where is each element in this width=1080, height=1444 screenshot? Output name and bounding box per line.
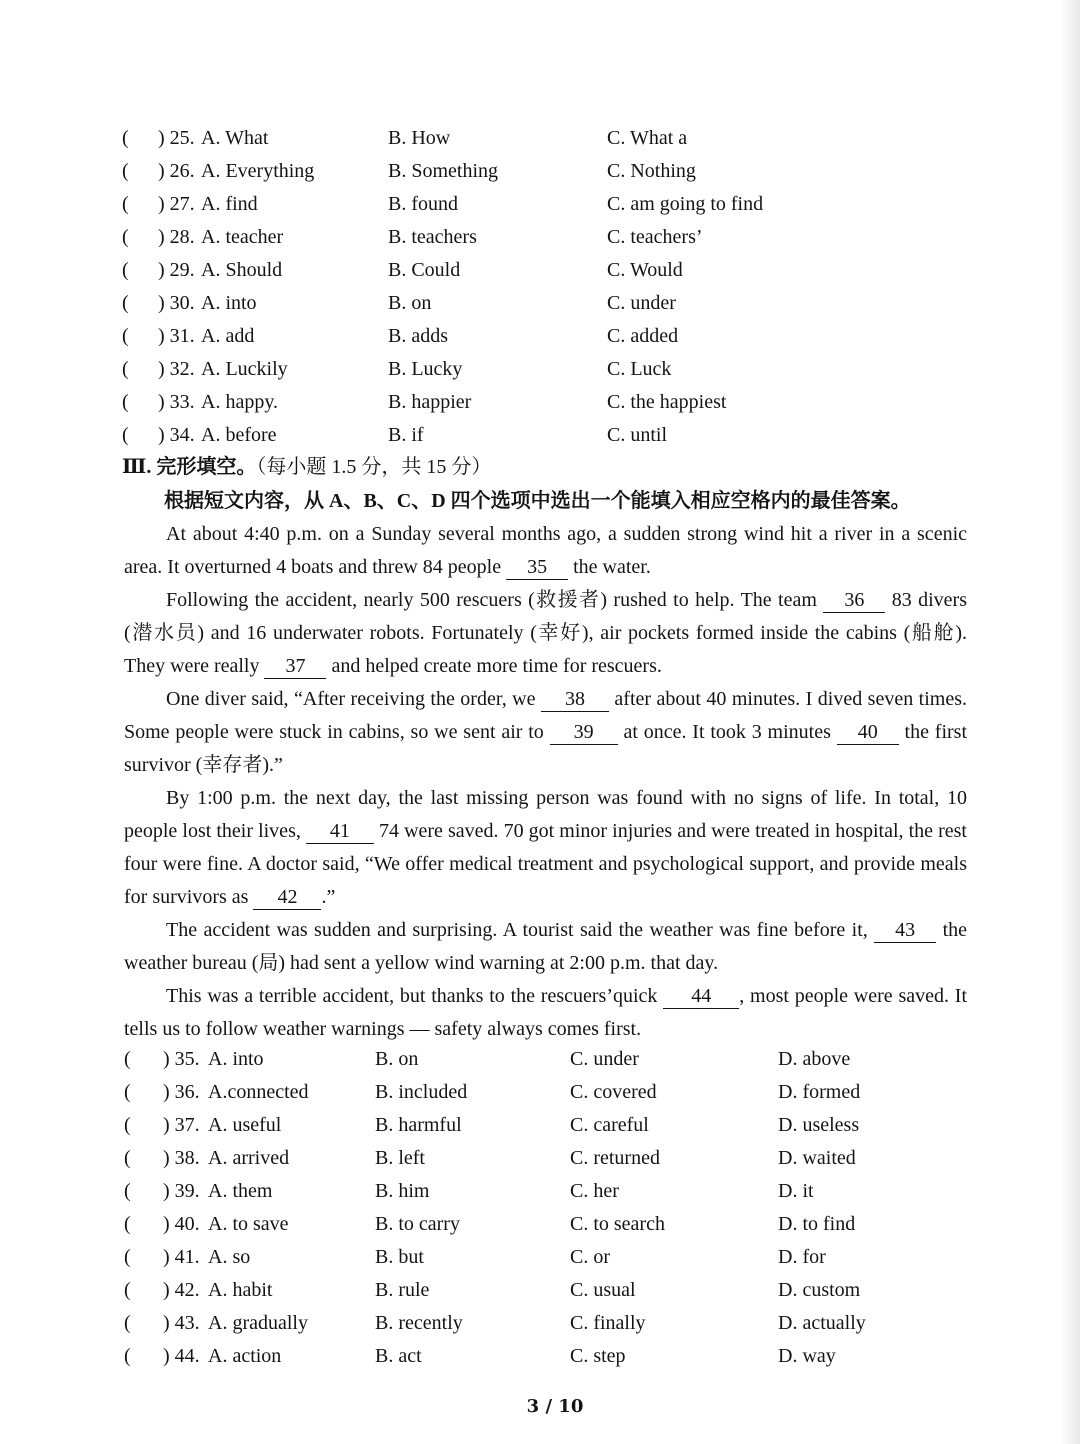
question-number: ) 34. <box>158 424 195 446</box>
answer-paren[interactable]: ( <box>124 1114 131 1136</box>
option-d: D. useless <box>778 1114 860 1136</box>
question-number: ) 27. <box>158 193 195 215</box>
option-b: B. but <box>375 1246 424 1268</box>
option-c: C. finally <box>570 1312 646 1334</box>
option-b: B. How <box>388 127 451 149</box>
question-number: ) 35. <box>163 1048 200 1070</box>
option-d: D. formed <box>778 1081 861 1103</box>
option-a: A.connected <box>208 1081 309 1103</box>
passage-paragraph: At about 4:40 p.m. on a Sunday several months ago, a sudden strong wind hit a river in a scenic area. It overturned 4 boats and threw 84 people 35 the water. <box>124 523 967 578</box>
blank-42[interactable]: 42 <box>253 885 321 910</box>
blank-41[interactable]: 41 <box>306 819 374 844</box>
section-heading <box>122 452 491 482</box>
option-c: C. teachers’ <box>607 226 703 248</box>
section-title: Ⅲ. 完形填空。 <box>122 456 257 478</box>
option-c: C. What a <box>607 127 688 149</box>
question-row <box>0 1142 1080 1175</box>
blank-35[interactable]: 35 <box>506 555 568 580</box>
option-b: B. him <box>375 1180 430 1202</box>
question-number: ) 26. <box>158 160 195 182</box>
question-row <box>0 1109 1080 1142</box>
option-a: A. so <box>208 1246 251 1268</box>
cloze-passage <box>124 518 967 1046</box>
blank-36[interactable]: 36 <box>823 588 885 613</box>
option-b: B. Lucky <box>388 358 463 380</box>
answer-paren[interactable]: ( <box>124 1279 131 1301</box>
option-b: B. recently <box>375 1312 463 1334</box>
option-c: C. Would <box>607 259 683 281</box>
question-row <box>0 353 1080 386</box>
question-number: ) 28. <box>158 226 195 248</box>
option-b: B. if <box>388 424 424 446</box>
question-number: ) 44. <box>163 1345 200 1367</box>
option-b: B. to carry <box>375 1213 460 1235</box>
question-row <box>0 1175 1080 1208</box>
blank-40[interactable]: 40 <box>837 720 899 745</box>
answer-paren[interactable]: ( <box>122 358 129 380</box>
blank-44[interactable]: 44 <box>663 984 739 1009</box>
passage-paragraph: The accident was sudden and surprising. A tourist said the weather was fine before it, 43 the weather bureau (局) had sent a yellow wind warning at 2:00 p.m. that day. <box>124 919 967 974</box>
question-number: ) 43. <box>163 1312 200 1334</box>
answer-paren[interactable]: ( <box>124 1081 131 1103</box>
question-number: ) 31. <box>158 325 195 347</box>
answer-paren[interactable]: ( <box>124 1147 131 1169</box>
option-c: C. to search <box>570 1213 665 1235</box>
option-a: A. into <box>201 292 257 314</box>
question-row <box>0 386 1080 419</box>
option-c: C. under <box>607 292 676 314</box>
option-b: B. teachers <box>388 226 477 248</box>
passage-paragraph: Following the accident, nearly 500 rescuers (救援者) rushed to help. The team 36 83 divers (潜水员) and 16 underwater robots. Fortunately (幸好), air pockets formed inside the cabins (船舱). They were really 37 and helped create more time for rescuers. <box>124 589 967 677</box>
option-a: A. action <box>208 1345 282 1367</box>
answer-paren[interactable]: ( <box>122 292 129 314</box>
option-a: A. arrived <box>208 1147 290 1169</box>
option-a: A. Everything <box>201 160 315 182</box>
option-c: C. her <box>570 1180 619 1202</box>
section-scoring: （每小题 1.5 分，共 15 分） <box>256 456 492 478</box>
question-row <box>0 254 1080 287</box>
passage-paragraph: This was a terrible accident, but thanks to the rescuers’quick 44 , most people were saved. It tells us to follow weather warnings — safety always comes first. <box>124 985 968 1040</box>
question-row <box>0 287 1080 320</box>
option-c: C. the happiest <box>607 391 727 413</box>
option-c: C. until <box>607 424 668 446</box>
answer-paren[interactable]: ( <box>124 1246 131 1268</box>
passage-paragraph: By 1:00 p.m. the next day, the last missing person was found with no signs of life. In total, 10 people lost their lives, 41 74 were saved. 70 got minor injuries and were treated in hospital, the rest four were fine. A doctor said, “We offer medical treatment and psychological support, and provide meals for survivors as 42 .” <box>124 787 967 908</box>
option-c: C. Luck <box>607 358 672 380</box>
option-a: A. add <box>201 325 255 347</box>
answer-paren[interactable]: ( <box>124 1213 131 1235</box>
option-c: C. step <box>570 1345 626 1367</box>
question-number: ) 30. <box>158 292 195 314</box>
question-number: ) 38. <box>163 1147 200 1169</box>
option-b: B. adds <box>388 325 448 347</box>
answer-paren[interactable]: ( <box>122 325 129 347</box>
option-c: C. added <box>607 325 679 347</box>
question-number: ) 41. <box>163 1246 200 1268</box>
question-row <box>0 155 1080 188</box>
question-row <box>0 221 1080 254</box>
blank-37[interactable]: 37 <box>264 654 326 679</box>
option-b: B. found <box>388 193 458 215</box>
question-row <box>0 419 1080 452</box>
option-a: A. find <box>201 193 258 215</box>
option-d: D. for <box>778 1246 826 1268</box>
option-a: A. gradually <box>208 1312 308 1334</box>
answer-paren[interactable]: ( <box>122 424 129 446</box>
passage-paragraph: One diver said, “After receiving the order, we 38 after about 40 minutes. I dived seven times. Some people were stuck in cabins, so we sent air to 39 at once. It took 3 minutes 40 the first survivor (幸存者).” <box>124 688 968 776</box>
option-a: A. into <box>208 1048 264 1070</box>
question-number: ) 36. <box>163 1081 200 1103</box>
question-number: ) 39. <box>163 1180 200 1202</box>
option-b: B. rule <box>375 1279 430 1301</box>
question-number: ) 42. <box>163 1279 200 1301</box>
question-row <box>0 1043 1080 1076</box>
answer-paren[interactable]: ( <box>124 1345 131 1367</box>
option-c: C. covered <box>570 1081 657 1103</box>
option-c: C. or <box>570 1246 610 1268</box>
option-d: D. to find <box>778 1213 856 1235</box>
option-a: A. them <box>208 1180 273 1202</box>
option-d: D. waited <box>778 1147 856 1169</box>
blank-38[interactable]: 38 <box>541 687 609 712</box>
option-d: D. way <box>778 1345 836 1367</box>
answer-paren[interactable]: ( <box>122 259 129 281</box>
question-number: ) 40. <box>163 1213 200 1235</box>
option-a: A. teacher <box>201 226 284 248</box>
option-a: A. happy. <box>201 391 279 413</box>
option-c: C. under <box>570 1048 639 1070</box>
question-row <box>0 188 1080 221</box>
option-a: A. to save <box>208 1213 289 1235</box>
answer-paren[interactable]: ( <box>122 193 129 215</box>
option-c: C. returned <box>570 1147 660 1169</box>
option-b: B. on <box>388 292 432 314</box>
option-a: A. before <box>201 424 277 446</box>
option-b: B. on <box>375 1048 419 1070</box>
option-a: A. Should <box>201 259 283 281</box>
option-d: D. above <box>778 1048 851 1070</box>
question-number: ) 33. <box>158 391 195 413</box>
answer-paren[interactable]: ( <box>122 127 129 149</box>
option-c: C. Nothing <box>607 160 696 182</box>
question-row <box>0 1340 1080 1373</box>
question-row <box>0 1307 1080 1340</box>
option-c: C. careful <box>570 1114 649 1136</box>
answer-paren[interactable]: ( <box>124 1312 131 1334</box>
option-d: D. actually <box>778 1312 866 1334</box>
question-row <box>0 1274 1080 1307</box>
option-b: B. Could <box>388 259 461 281</box>
option-d: D. custom <box>778 1279 861 1301</box>
question-row <box>0 1208 1080 1241</box>
option-a: A. Luckily <box>201 358 288 380</box>
blank-43[interactable]: 43 <box>874 918 936 943</box>
section-instruction: 根据短文内容，从 A、B、C、D 四个选项中选出一个能填入相应空格内的最佳答案。 <box>164 490 911 512</box>
option-b: B. act <box>375 1345 422 1367</box>
question-row <box>0 122 1080 155</box>
answer-paren[interactable]: ( <box>124 1048 131 1070</box>
question-number: ) 25. <box>158 127 195 149</box>
answer-paren[interactable]: ( <box>122 391 129 413</box>
answer-paren[interactable]: ( <box>122 226 129 248</box>
option-d: D. it <box>778 1180 814 1202</box>
question-row <box>0 320 1080 353</box>
option-c: C. usual <box>570 1279 636 1301</box>
blank-39[interactable]: 39 <box>550 720 618 745</box>
option-a: A. habit <box>208 1279 273 1301</box>
option-a: A. What <box>201 127 269 149</box>
option-b: B. left <box>375 1147 425 1169</box>
option-b: B. happier <box>388 391 472 413</box>
option-b: B. Something <box>388 160 499 182</box>
answer-paren[interactable]: ( <box>124 1180 131 1202</box>
option-b: B. harmful <box>375 1114 462 1136</box>
option-b: B. included <box>375 1081 468 1103</box>
option-c: C. am going to find <box>607 193 764 215</box>
question-row <box>0 1076 1080 1109</box>
option-a: A. useful <box>208 1114 282 1136</box>
question-number: ) 32. <box>158 358 195 380</box>
question-row <box>0 1241 1080 1274</box>
answer-paren[interactable]: ( <box>122 160 129 182</box>
question-number: ) 37. <box>163 1114 200 1136</box>
page-number: 3 / 10 <box>526 1396 584 1417</box>
question-number: ) 29. <box>158 259 195 281</box>
